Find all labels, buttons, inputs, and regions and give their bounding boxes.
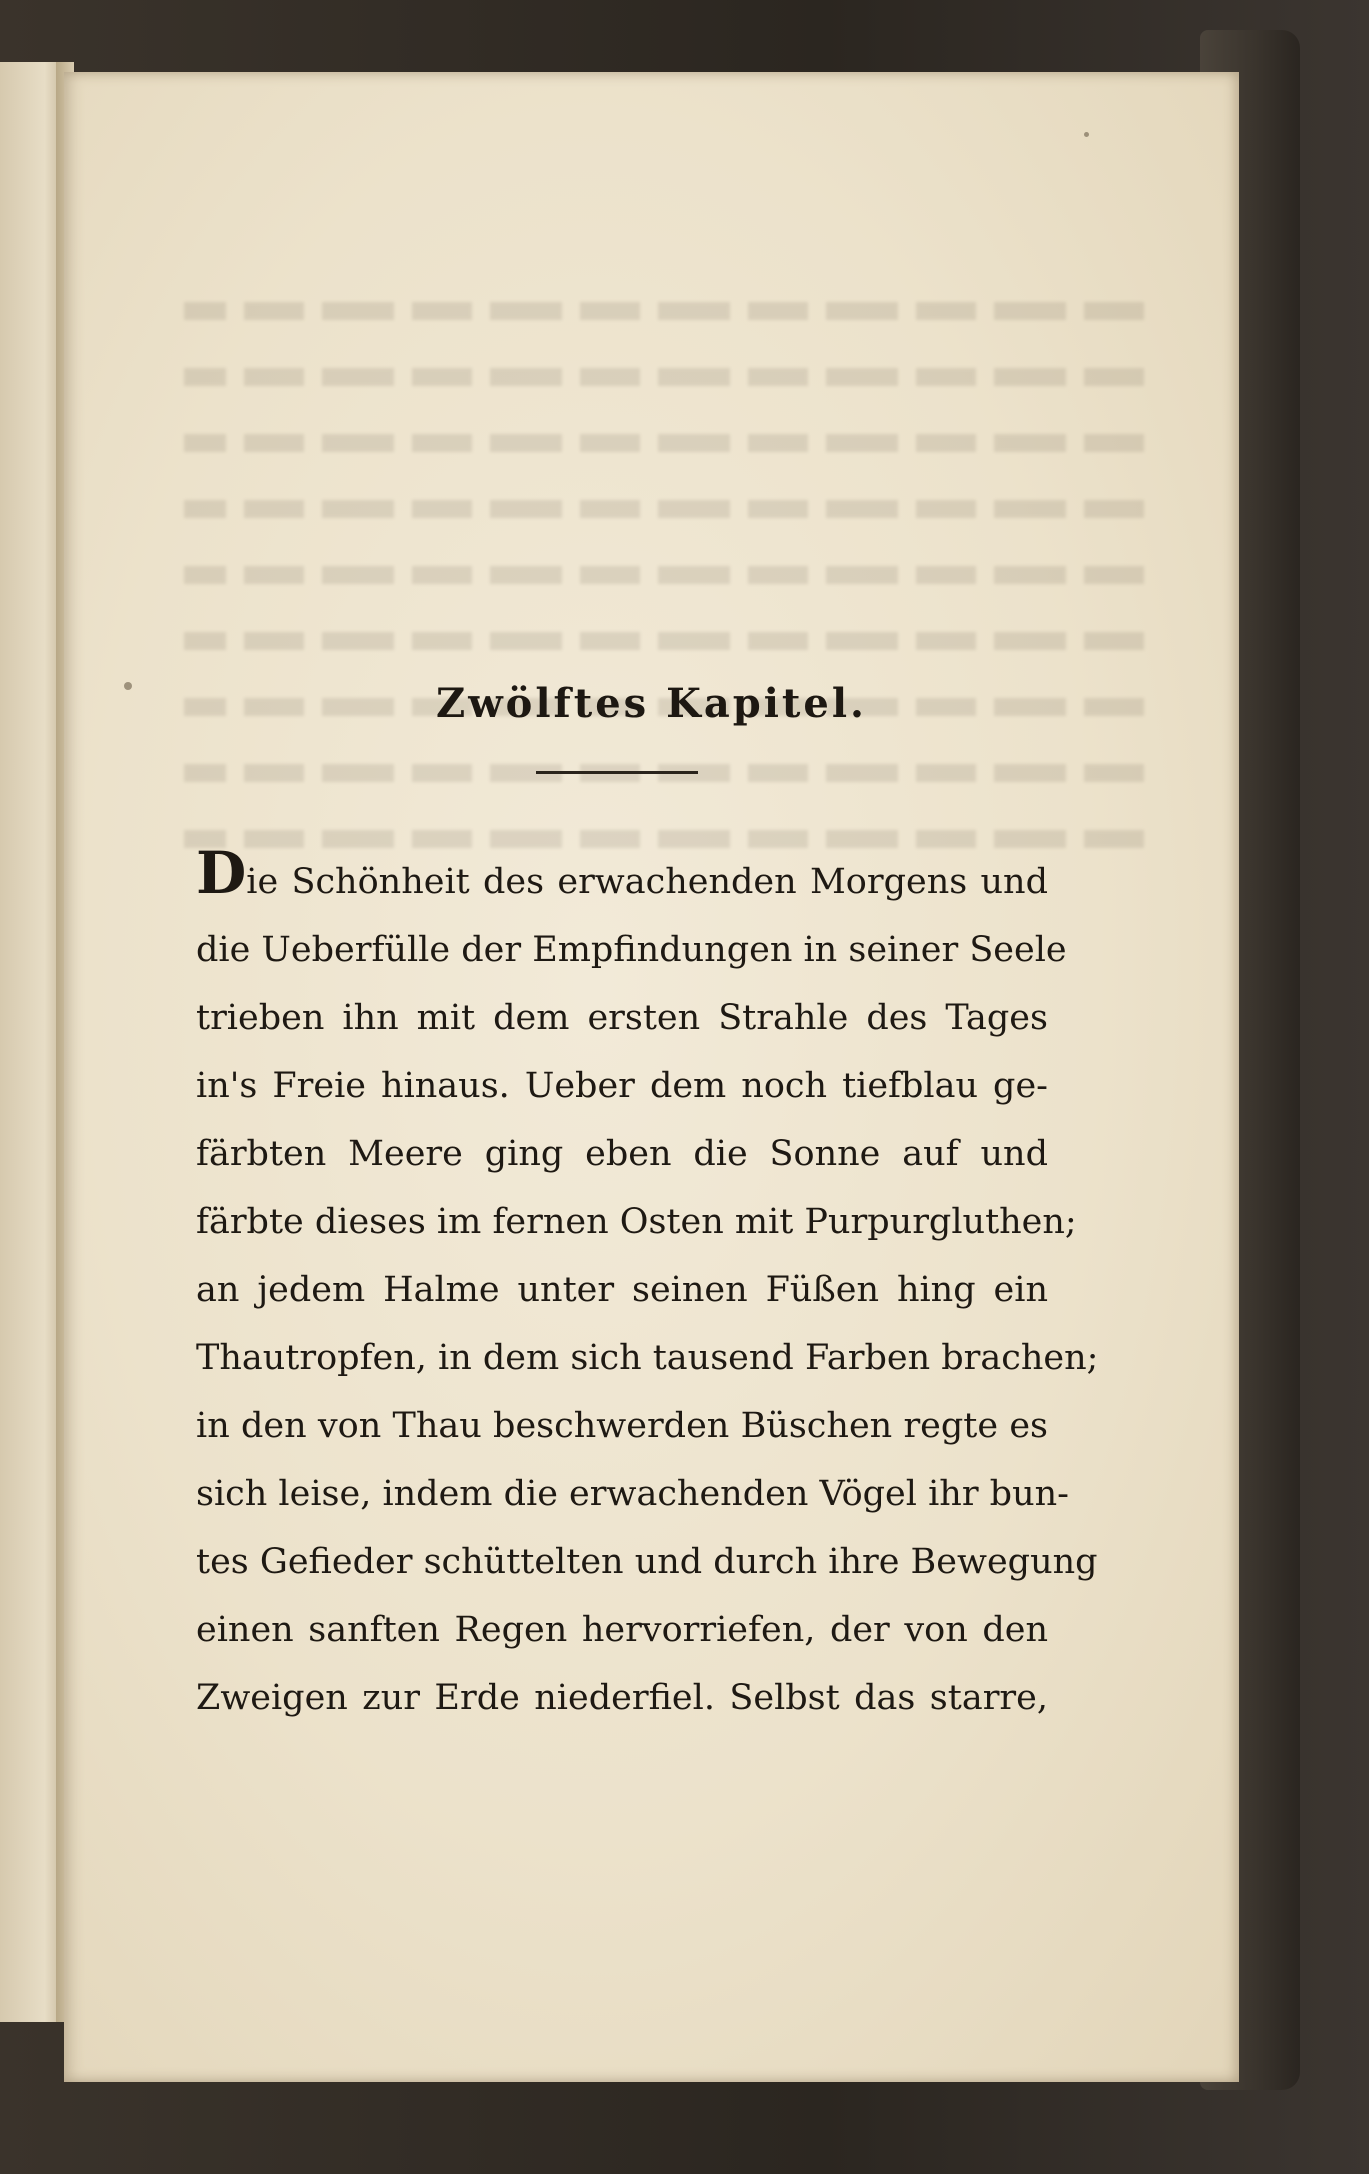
paper-speck (1084, 132, 1089, 137)
text-line-11: tes Gefieder schüttelten und durch ihre Bewegung (196, 1542, 1098, 1582)
text-line-3: trieben ihn mit dem ersten Strahle des Tages (196, 998, 1048, 1038)
text-line-4: in's Freie hinaus. Ueber dem noch tiefblau ge- (196, 1066, 1048, 1106)
text-line-9: in den von Thau beschwerden Büschen regte es (196, 1406, 1048, 1446)
text-line-13: Zweigen zur Erde niederfiel. Selbst das starre, (196, 1678, 1048, 1718)
drop-cap: D (196, 839, 247, 907)
text-line-6: färbte dieses im fernen Osten mit Purpurgluthen; (196, 1202, 1077, 1242)
chapter-body-text (196, 839, 1099, 1732)
text-line-12: einen sanften Regen hervorriefen, der von den (196, 1610, 1048, 1650)
title-divider (536, 771, 698, 774)
text-line-2: die Ueberfülle der Empfindungen in seiner Seele (196, 930, 1067, 970)
text-line-10: sich leise, indem die erwachenden Vögel ihr bun- (196, 1474, 1069, 1514)
text-line-1: Die Schönheit des erwachenden Morgens und (196, 839, 1048, 907)
chapter-title: Zwölftes Kapitel. (436, 680, 867, 727)
text-line-8: Thautropfen, in dem sich tausend Farben brachen; (196, 1338, 1099, 1378)
reverse-side-bleedthrough (184, 302, 1144, 896)
text-line-5: färbten Meere ging eben die Sonne auf und (196, 1134, 1048, 1174)
previous-page-edge (0, 62, 64, 2022)
text-line-7: an jedem Halme unter seinen Füßen hing ein (196, 1270, 1048, 1310)
